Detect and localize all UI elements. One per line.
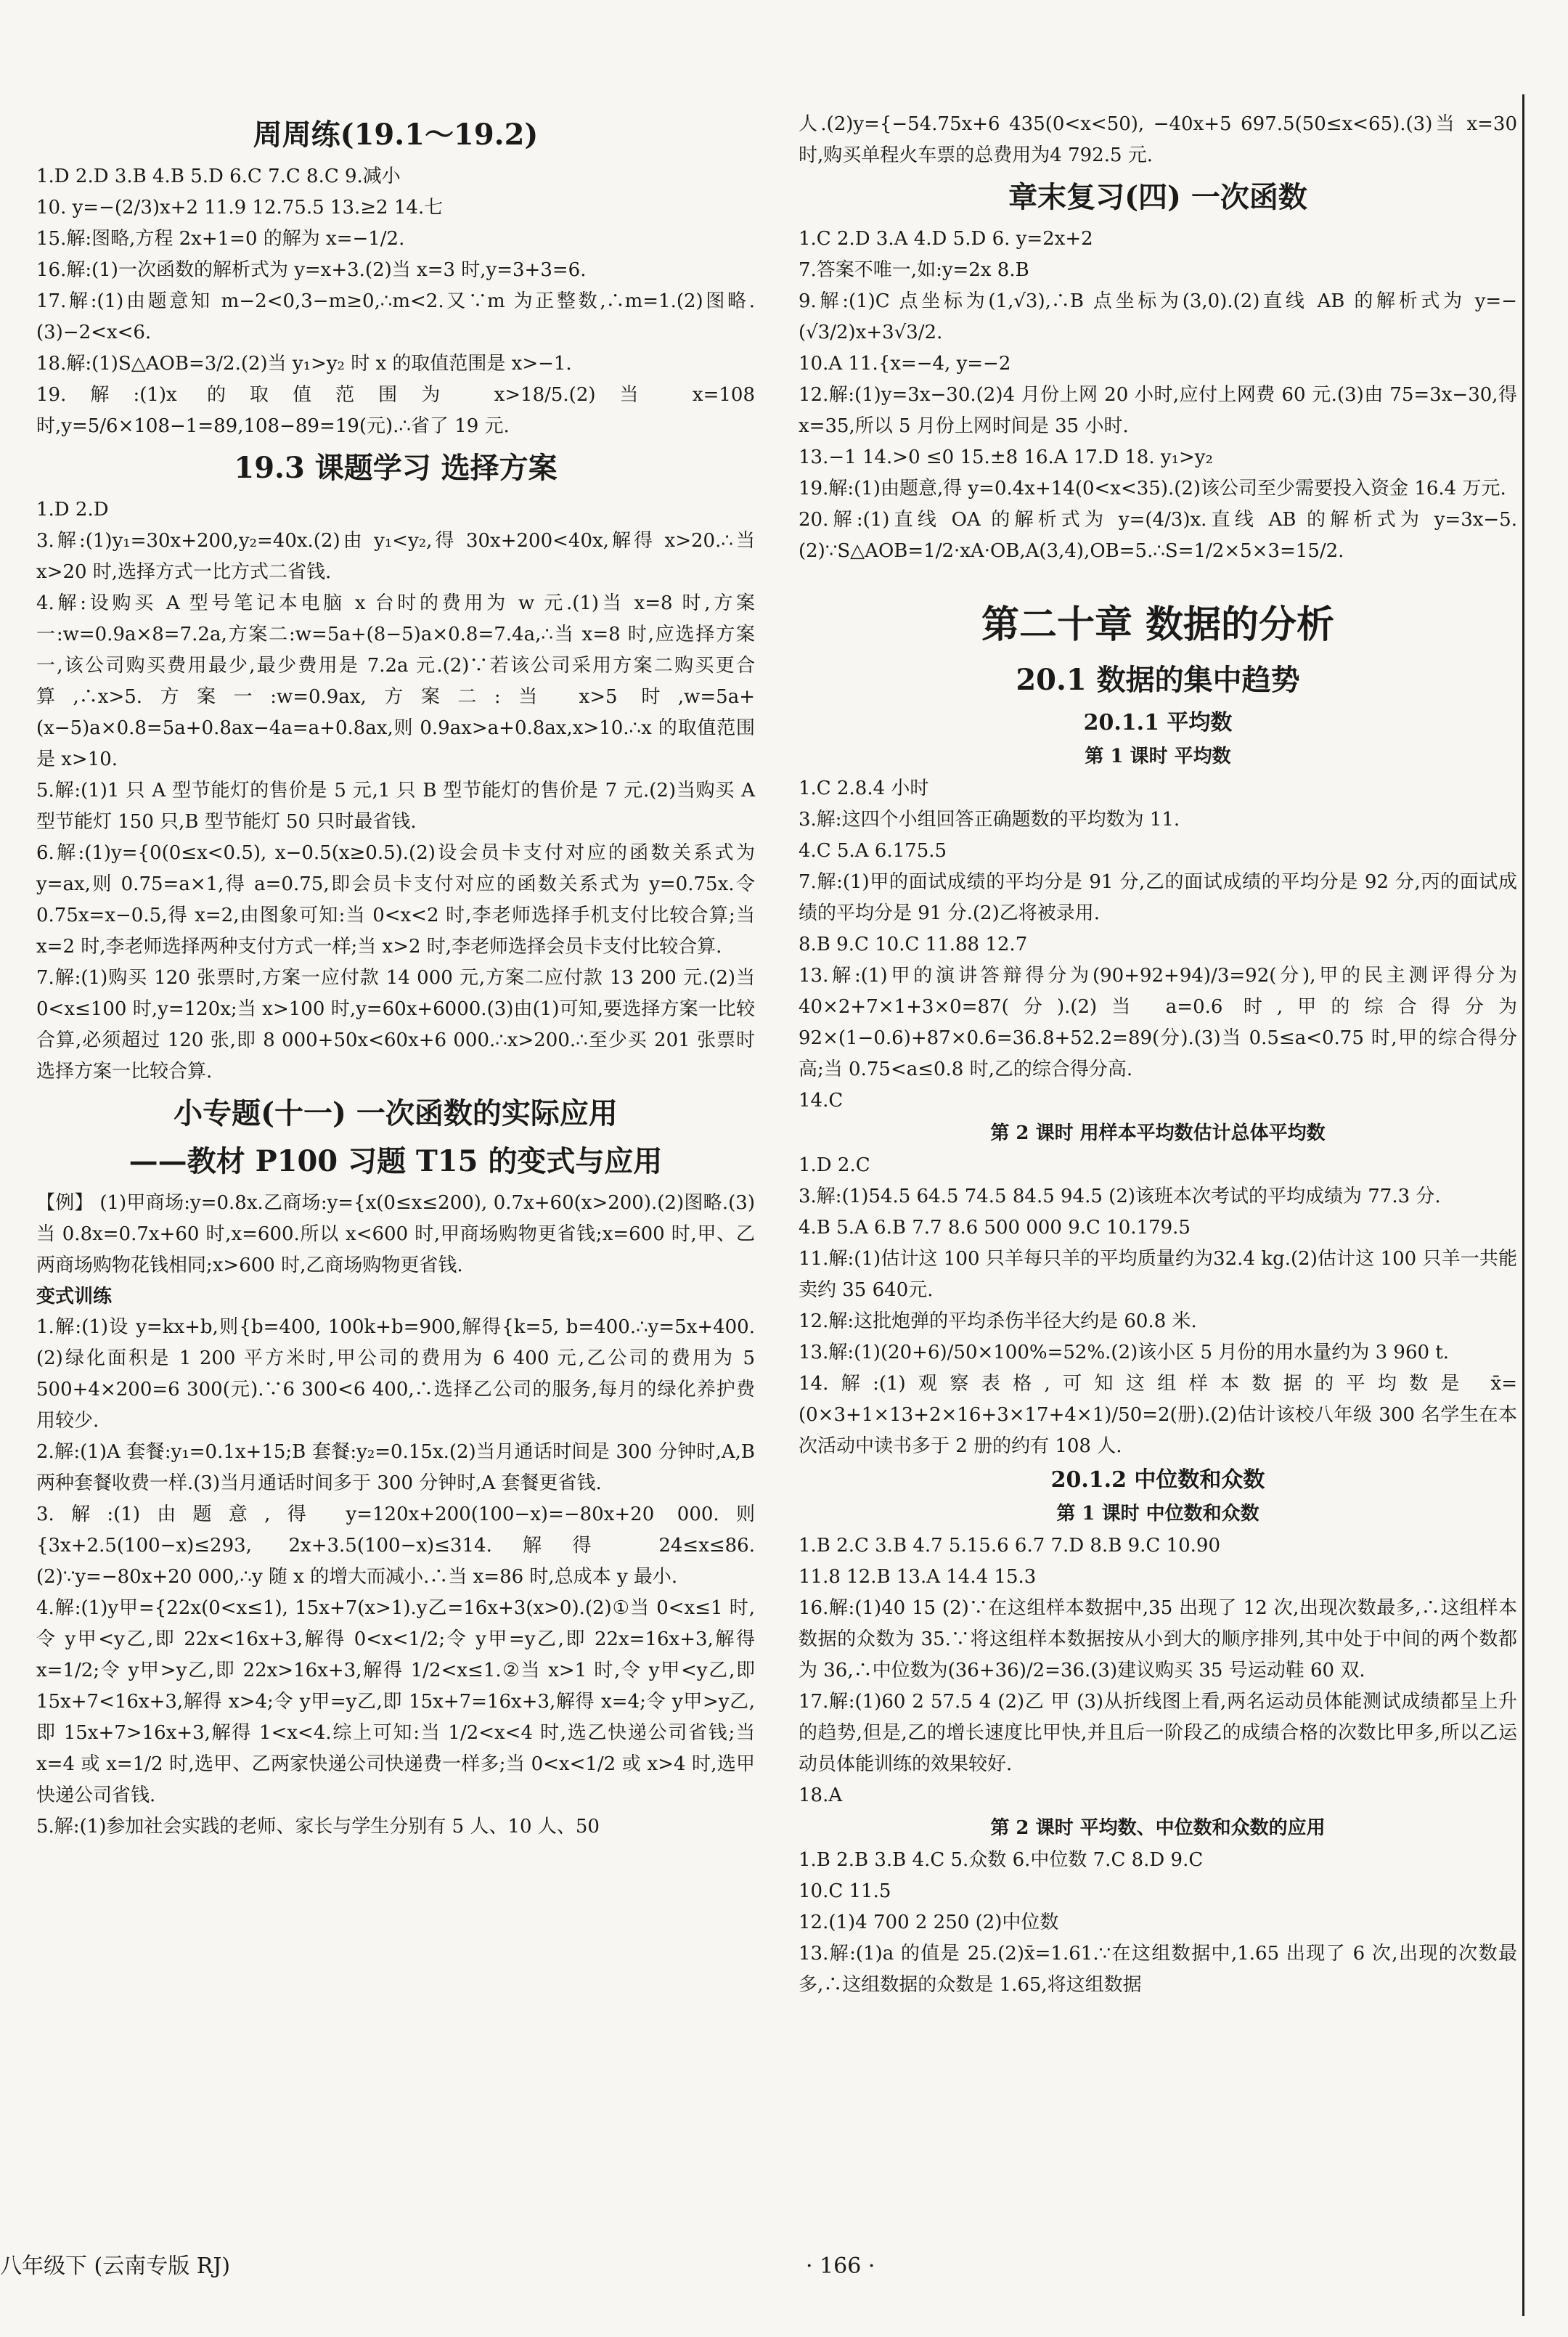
answer-paragraph: 16.解:(1)一次函数的解析式为 y=x+3.(2)当 x=3 时,y=3+3=6. xyxy=(36,259,587,281)
subheading: 变式训练 xyxy=(36,1286,113,1308)
answer-paragraph: 1.D 2.D 3.B 4.B 5.D 6.C 7.C 8.C 9.减小 xyxy=(36,166,401,187)
answer-paragraph: 12.(1)4 700 2 250 (2)中位数 xyxy=(799,1912,1059,1933)
answer-paragraph: 13.解:(1)(20+6)/50×100%=52%.(2)该小区 5 月份的用水量约为 3 960 t. xyxy=(799,1342,1450,1363)
answer-paragraph: 13.解:(1)甲的演讲答辩得分为(90+92+94)/3=92(分),甲的民主测评得分为 40×2+7×1+3×0=87(分).(2)当 a=0.6 时,甲的综合得分为 92×(1−0.6)+87×0.6=36.8+52.2=89(分).(3)当 0.5≤a<0.75 时,甲的综合得分高;当 0.75<a≤0.8 时,乙的综合得分高. xyxy=(799,965,1517,1080)
answer-paragraph: 7.解:(1)购买 120 张票时,方案一应付款 14 000 元,方案二应付款 13 200 元.(2)当 0<x≤100 时,y=120x;当 x>100 时,y=60x+6000.(3)由(1)可知,要选择方案一比较合算,必须超过 120 张,即 8 000+50x<60x+6 000.∴x>200.∴至少买 201 张票时选择方案一比较合算. xyxy=(36,967,755,1082)
answer-paragraph: 4.解:(1)y甲={22x(0<x≤1), 15x+7(x>1).y乙=16x+3(x>0).(2)①当 0<x≤1 时,令 y甲<y乙,即 22x<16x+3,解得 0<x<1/2;令 y甲=y乙,即 22x=16x+3,解得 x=1/2;令 y甲>y乙,即 22x>16x+3,解得 1/2<x≤1.②当 x>1 时,令 y甲<y乙,即 15x+7<16x+3,解得 x>4;令 y甲=y乙,即 15x+7=16x+3,解得 x=4;令 y甲>y乙,即 15x+7>16x+3,解得 1<x<4.综上可知:当 1/2<x<4 时,选乙快递公司省钱;当 x=4 或 x=1/2 时,选甲、乙两家快递公司快递费一样多;当 0<x<1/2 或 x>4 时,选甲快递公司省钱. xyxy=(36,1597,755,1806)
subsection-title: 20.1.2 中位数和众数 xyxy=(1050,1467,1265,1493)
answer-paragraph: 3.解:(1)由题意,得 y=120x+200(100−x)=−80x+20 000.则{3x+2.5(100−x)≤293, 2x+3.5(100−x)≤314.解得 24≤x≤86.(2)∵y=−80x+20 000,∴y 随 x 的增大而减小.∴当 x=86 时,总成本 y 最小. xyxy=(36,1504,755,1588)
answer-paragraph: 3.解:(1)y₁=30x+200,y₂=40x.(2)由 y₁<y₂,得 30x+200<40x,解得 x>20.∴当 x>20 时,选择方式一比方式二省钱. xyxy=(36,530,755,583)
section-title: ——教材 P100 习题 T15 的变式与应用 xyxy=(128,1144,663,1178)
answer-paragraph: 13.−1 14.>0 ≤0 15.±8 16.A 17.D 18. y₁>y₂ xyxy=(799,446,1213,468)
section-title: 小专题(十一) 一次函数的实际应用 xyxy=(173,1096,618,1130)
lesson-title: 第 1 课时 中位数和众数 xyxy=(1056,1503,1259,1525)
right-column xyxy=(799,109,1517,2001)
answer-paragraph: 【例】 (1)甲商场:y=0.8x.乙商场:y={x(0≤x≤200), 0.7x+60(x>200).(2)图略.(3)当 0.8x=0.7x+60 时,x=600.所以 x<600 时,甲商场购物更省钱;x=600 时,甲、乙两商场购物花钱相同;x>600 时,乙商场购物更省钱. xyxy=(36,1192,755,1276)
lesson-title: 第 2 课时 用样本平均数估计总体平均数 xyxy=(990,1122,1326,1144)
answer-paragraph: 2.解:(1)A 套餐:y₁=0.1x+15;B 套餐:y₂=0.15x.(2)当月通话时间是 300 分钟时,A,B 两种套餐收费一样.(3)当月通话时间多于 300 分钟时,A 套餐更省钱. xyxy=(36,1441,755,1494)
answer-paragraph: 19.解:(1)由题意,得 y=0.4x+14(0<x<35).(2)该公司至少需要投入资金 16.4 万元. xyxy=(799,478,1506,499)
section-title: 周周练(19.1～19.2) xyxy=(253,118,539,152)
answer-paragraph: 15.解:图略,方程 2x+1=0 的解为 x=−1/2. xyxy=(36,228,405,250)
answer-paragraph: 10.C 11.5 xyxy=(799,1880,891,1902)
answer-paragraph: 12.解:这批炮弹的平均杀伤半径大约是 60.8 米. xyxy=(799,1310,1197,1332)
left-column xyxy=(36,109,755,1843)
subsection-title: 20.1.1 平均数 xyxy=(1083,710,1233,735)
answer-paragraph: 6.解:(1)y={0(0≤x<0.5), x−0.5(x≥0.5).(2)设会员卡支付对应的函数关系式为 y=ax,则 0.75=a×1,得 a=0.75,即会员卡支付对应的函数关系式为 y=0.75x.令 0.75x=x−0.5,得 x=2,由图象可知:当 0<x<2 时,李老师选择手机支付比较合算;当 x=2 时,李老师选择两种支付方式一样;当 x>2 时,李老师选择会员卡支付比较合算. xyxy=(36,842,755,958)
answer-paragraph: 17.解:(1)由题意知 m−2<0,3−m≥0,∴m<2.又∵m 为正整数,∴m=1.(2)图略.(3)−2<x<6. xyxy=(36,290,755,343)
answer-paragraph: 11.8 12.B 13.A 14.4 15.3 xyxy=(799,1566,1037,1588)
answer-paragraph: 8.B 9.C 10.C 11.88 12.7 xyxy=(799,934,1028,955)
answer-paragraph: 19.解:(1)x 的取值范围为 x>18/5.(2)当 x=108 时,y=5/6×108−1=89,108−89=19(元).∴省了 19 元. xyxy=(36,384,755,437)
answer-paragraph: 5.解:(1)参加社会实践的老师、家长与学生分别有 5 人、10 人、50 xyxy=(36,1816,600,1838)
answer-paragraph: 1.C 2.8.4 小时 xyxy=(799,778,929,799)
answer-paragraph: 7.解:(1)甲的面试成绩的平均分是 91 分,乙的面试成绩的平均分是 92 分,丙的面试成绩的平均分是 91 分.(2)乙将被录用. xyxy=(799,871,1517,924)
answer-paragraph: 1.D 2.C xyxy=(799,1154,870,1176)
answer-paragraph: 13.解:(1)a 的值是 25.(2)x̄=1.61.∵在这组数据中,1.65 出现了 6 次,出现的次数最多,∴这组数据的众数是 1.65,将这组数据 xyxy=(799,1943,1517,1996)
answer-paragraph: 12.解:(1)y=3x−30.(2)4 月份上网 20 小时,应付上网费 60 元.(3)由 75=3x−30,得 x=35,所以 5 月份上网时间是 35 小时. xyxy=(799,384,1517,437)
chapter-title: 第二十章 数据的分析 xyxy=(981,603,1335,647)
answer-paragraph: 5.解:(1)1 只 A 型节能灯的售价是 5 元,1 只 B 型节能灯的售价是 7 元.(2)当购买 A 型节能灯 150 只,B 型节能灯 50 只时最省钱. xyxy=(36,780,755,833)
answer-paragraph: 1.D 2.D xyxy=(36,499,109,521)
answer-paragraph: 18.A xyxy=(799,1785,843,1806)
answer-paragraph: 1.B 2.B 3.B 4.C 5.众数 6.中位数 7.C 8.D 9.C xyxy=(799,1849,1204,1871)
answer-paragraph: 4.解:设购买 A 型号笔记本电脑 x 台时的费用为 w 元.(1)当 x=8 时,方案一:w=0.9a×8=7.2a,方案二:w=5a+(8−5)a×0.8=7.4a,∴当 x=8 时,应选择方案一,该公司购买费用最少,最少费用是 7.2a 元.(2)∵若该公司采用方案二购买更合算,∴x>5.方案一:w=0.9ax,方案二:当 x>5 时,w=5a+(x−5)a×0.8=5a+0.8ax−4a=a+0.8ax,则 0.9ax>a+0.8ax,x>10.∴x 的取值范围是 x>10. xyxy=(36,592,755,770)
answer-paragraph: 4.B 5.A 6.B 7.7 8.6 500 000 9.C 10.179.5 xyxy=(799,1217,1191,1239)
answer-paragraph: 1.B 2.C 3.B 4.7 5.15.6 6.7 7.D 8.B 9.C 10.90 xyxy=(799,1535,1221,1557)
answer-paragraph: 14.C xyxy=(799,1090,844,1112)
section-title: 19.3 课题学习 选择方案 xyxy=(234,451,558,485)
answer-paragraph: 7.答案不唯一,如:y=2x 8.B xyxy=(799,259,1029,281)
answer-paragraph: 18.解:(1)S△AOB=3/2.(2)当 y₁>y₂ 时 x 的取值范围是 x>−1. xyxy=(36,353,572,375)
answer-paragraph: 1.C 2.D 3.A 4.D 5.D 6. y=2x+2 xyxy=(799,228,1093,250)
answer-paragraph: 1.解:(1)设 y=kx+b,则{b=400, 100k+b=900,解得{k=5, b=400.∴y=5x+400.(2)绿化面积是 1 200 平方米时,甲公司的费用为 6 400 元,乙公司的费用为 5 500+4×200=6 300(元).∵6 300<6 400,∴选择乙公司的服务,每月的绿化养护费用较少. xyxy=(36,1316,755,1432)
answer-paragraph: 10.A 11.{x=−4, y=−2 xyxy=(799,353,1011,375)
answer-paragraph: 9.解:(1)C 点坐标为(1,√3),∴B 点坐标为(3,0).(2)直线 AB 的解析式为 y=−(√3/2)x+3√3/2. xyxy=(799,290,1517,343)
answer-paragraph: 16.解:(1)40 15 (2)∵在这组样本数据中,35 出现了 12 次,出现次数最多,∴这组样本数据的众数为 35.∵将这组样本数据按从小到大的顺序排列,其中处于中间的两个数都为 36,∴中位数为(36+36)/2=36.(3)建议购买 35 号运动鞋 60 双. xyxy=(799,1597,1517,1681)
answer-paragraph: 3.解:这四个小组回答正确题数的平均数为 11. xyxy=(799,809,1180,831)
answer-paragraph: 3.解:(1)54.5 64.5 74.5 84.5 94.5 (2)该班本次考试的平均成绩为 77.3 分. xyxy=(799,1186,1441,1207)
page-edge-line xyxy=(1522,94,1524,2316)
lesson-title: 第 1 课时 平均数 xyxy=(1085,746,1231,767)
footer-book-info: 八年级下 (云南专版 RJ) xyxy=(0,2254,231,2279)
section-title: 章末复习(四) 一次函数 xyxy=(1008,180,1307,214)
answer-paragraph: 11.解:(1)估计这 100 只羊每只羊的平均质量约为32.4 kg.(2)估计这 100 只羊一共能卖约 35 640元. xyxy=(799,1248,1517,1301)
answer-paragraph: 10. y=−(2/3)x+2 11.9 12.75.5 13.≥2 14.七 xyxy=(36,197,444,219)
page-number: · 166 · xyxy=(806,2254,875,2279)
answer-paragraph: 14.解:(1)观察表格,可知这组样本数据的平均数是 x̄=(0×3+1×13+2×16+3×17+4×1)/50=2(册).(2)估计该校八年级 300 名学生在本次活动中读书多于 2 册的约有 108 人. xyxy=(799,1373,1517,1457)
answer-paragraph: 4.C 5.A 6.175.5 xyxy=(799,840,947,862)
answer-paragraph: 17.解:(1)60 2 57.5 4 (2)乙 甲 (3)从折线图上看,两名运动员体能测试成绩都呈上升的趋势,但是,乙的增长速度比甲快,并且后一阶段乙的成绩合格的次数比甲多,所以乙运动员体能训练的效果较好. xyxy=(799,1691,1517,1775)
answer-paragraph: 20.解:(1)直线 OA 的解析式为 y=(4/3)x.直线 AB 的解析式为 y=3x−5.(2)∵S△AOB=1/2·xA·OB,A(3,4),OB=5.∴S=1/2×5×3=15/2. xyxy=(799,509,1517,562)
section-title: 20.1 数据的集中趋势 xyxy=(1016,663,1300,697)
answer-paragraph: 人.(2)y={−54.75x+6 435(0<x<50), −40x+5 697.5(50≤x<65).(3)当 x=30 时,购买单程火车票的总费用为4 792.5 元. xyxy=(799,113,1517,166)
lesson-title: 第 2 课时 平均数、中位数和众数的应用 xyxy=(990,1817,1326,1839)
